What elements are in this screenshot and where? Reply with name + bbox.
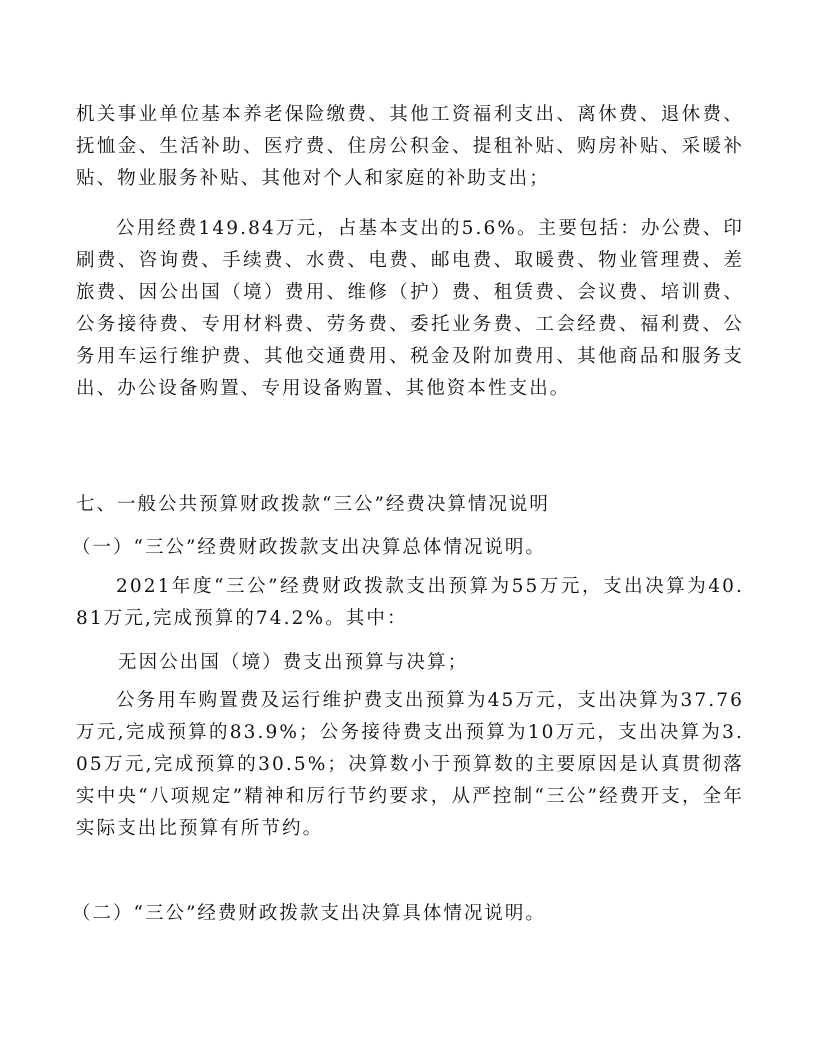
- paragraph-personnel-expenses: 机关事业单位基本养老保险缴费、其他工资福利支出、离休费、退休费、抚恤金、生活补助、医疗费、住房公积金、提租补贴、购房补贴、采暖补贴、物业服务补贴、其他对个人和家庭的补助支出；: [76, 104, 744, 189]
- paragraph-vehicle-reception: 公务用车购置费及运行维护费支出预算为45万元，支出决算为37.76万元,完成预算的83.9%；公务接待费支出预算为10万元，支出决算为3.05万元,完成预算的30.5%；决算数小于预算数的主要原因是认真贯彻落实中央“八项规定”精神和厉行节约要求，从严控制“三公”经费开支，全年实际支出比预算有所节约。: [76, 690, 744, 839]
- paragraph-public-expenses: 公用经费149.84万元，占基本支出的5.6%。主要包括：办公费、印刷费、咨询费、手续费、水费、电费、邮电费、取暖费、物业管理费、差旅费、因公出国（境）费用、维修（护）费、租赁费、会议费、培训费、公务接待费、专用材料费、劳务费、委托业务费、工会经费、福利费、公务用车运行维护费、其他交通费用、税金及附加费用、其他商品和服务支出、办公设备购置、专用设备购置、其他资本性支出。: [76, 218, 744, 399]
- subsection-heading-two: （二）“三公”经费财政拨款支出决算具体情况说明。: [72, 903, 546, 924]
- paragraph-overseas-travel: 无因公出国（境）费支出预算与决算；: [118, 652, 469, 673]
- subsection-heading-one: （一）“三公”经费财政拨款支出决算总体情况说明。: [72, 537, 546, 558]
- paragraph-budget-summary: 2021年度“三公”经费财政拨款支出预算为55万元，支出决算为40.81万元,完成预算的74.2%。其中：: [76, 576, 744, 629]
- section-heading-seven: 七、一般公共预算财政拨款“三公”经费决算情况说明: [76, 494, 550, 515]
